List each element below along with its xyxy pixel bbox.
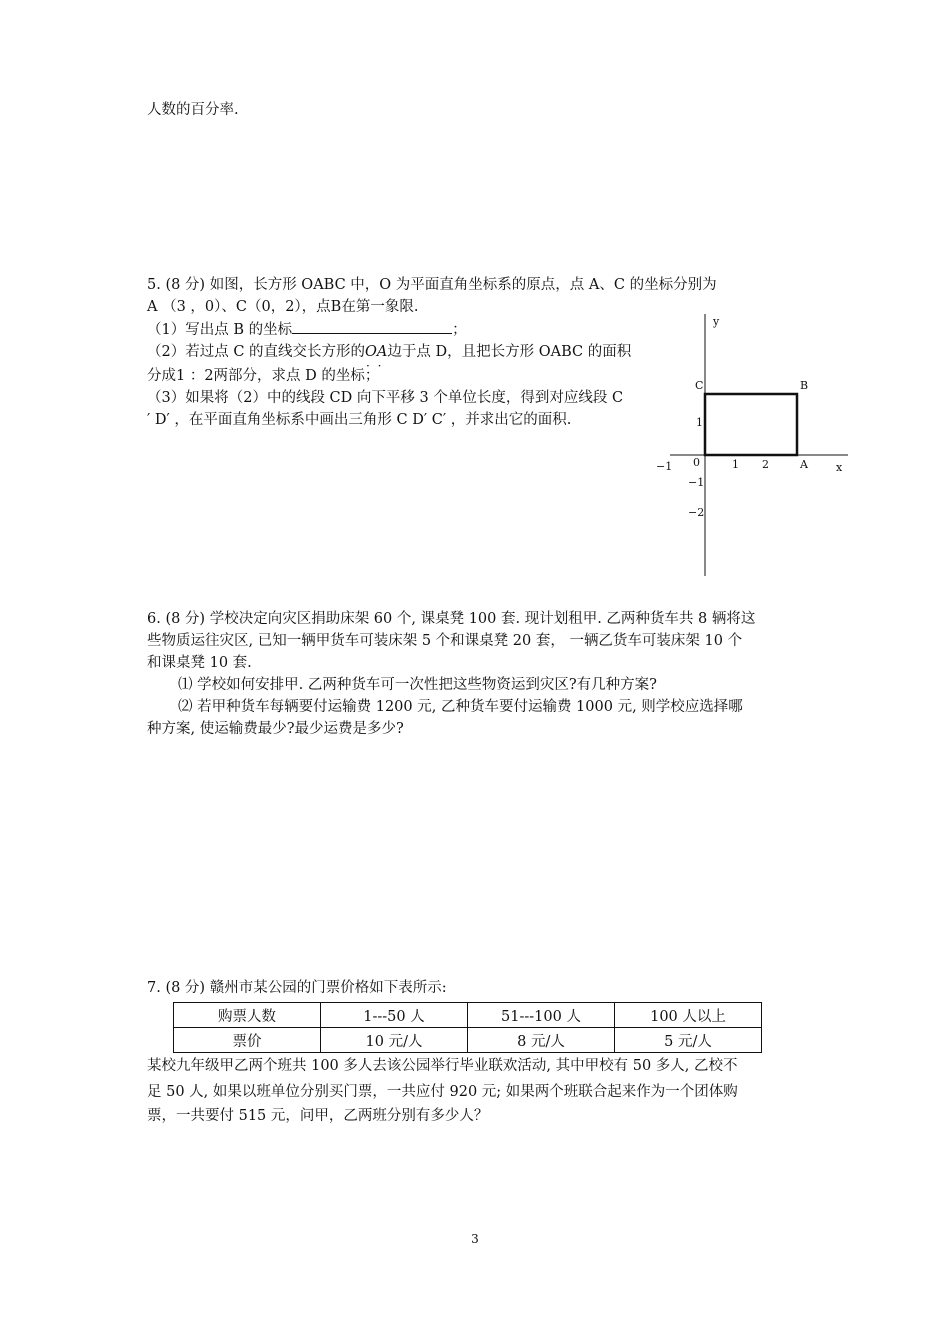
q7-text3: 票，一共要付 515 元，问甲，乙两班分别有多少人？ bbox=[147, 1108, 489, 1124]
q7-text1: 某校九年级甲乙两个班共 100 多人去该公园举行毕业联欢活动, 其中甲校有 50 多人, 乙校不 bbox=[147, 1058, 738, 1074]
q5-part2-text-a: （2）若过点 C 的直线交长方形的 bbox=[147, 344, 366, 360]
q6-part2-line1: ⑵ 若甲种货车每辆要付运输费 1200 元, 乙种货车要付运输费 1000 元, 则学校应选择哪 bbox=[178, 699, 743, 715]
table-cell: 5 元/人 bbox=[615, 1028, 762, 1053]
table-row bbox=[174, 1028, 762, 1053]
origin-label: 0 bbox=[693, 456, 700, 469]
ticket-price-table bbox=[173, 1002, 762, 1053]
table-cell: 10 元/人 bbox=[321, 1028, 468, 1053]
q7-text2: 足 50 人, 如果以班单位分别买门票，一共应付 920 元; 如果两个班联合起来作为一个团体购 bbox=[147, 1084, 738, 1100]
table-cell: 8 元/人 bbox=[468, 1028, 615, 1053]
q5-part2-text-b: 边于点 D，且把长方形 OABC 的面积 bbox=[387, 344, 632, 360]
table-cell: 100 人以上 bbox=[615, 1003, 762, 1028]
x-tick-1: 1 bbox=[732, 458, 739, 471]
q6-part2-line2: 种方案, 使运输费最少?最少运费是多少? bbox=[147, 721, 404, 737]
table-cell: 1---50 人 bbox=[321, 1003, 468, 1028]
q6-line2: 些物质运往灾区, 已知一辆甲货车可装床架 5 个和课桌凳 20 套， 一辆乙货车可装床架 10 个 bbox=[147, 633, 743, 649]
y-tick-1: 1 bbox=[696, 416, 703, 429]
q5-part2-line2: 分成1 ：2两部分，求点 D 的坐标； bbox=[147, 368, 380, 384]
answer-blank bbox=[292, 319, 452, 334]
x-axis-label: x bbox=[836, 461, 843, 474]
table-cell: 票价 bbox=[174, 1028, 321, 1053]
point-b-label: B bbox=[800, 379, 809, 392]
q6-line1: 6. (8 分) 学校决定向灾区捐助床架 60 个, 课桌凳 100 套. 现计划租甲. 乙两种货车共 8 辆将这 bbox=[147, 611, 756, 627]
q5-line1: 5. (8 分) 如图，长方形 OABC 中，O 为平面直角坐标系的原点，点 A、C 的坐标分别为 bbox=[147, 277, 717, 293]
q5-part2-oa: OA · · bbox=[365, 344, 387, 360]
q5-part3-line1: （3）如果将（2）中的线段 CD 向下平移 3 个单位长度，得到对应线段 C bbox=[147, 390, 624, 406]
q5-part1 bbox=[147, 319, 467, 340]
x-tick-2: 2 bbox=[762, 458, 769, 471]
q6-part1: ⑴ 学校如何安排甲. 乙两种货车可一次性把这些物资运到灾区?有几种方案? bbox=[178, 677, 657, 693]
q6-line3: 和课桌凳 10 套. bbox=[147, 655, 252, 671]
table-cell: 购票人数 bbox=[174, 1003, 321, 1028]
x-tick-neg1: −1 bbox=[656, 460, 673, 473]
table-row bbox=[174, 1003, 762, 1028]
intro-line: 人数的百分率. bbox=[147, 102, 239, 118]
y-tick-neg2: −2 bbox=[688, 506, 705, 519]
q5-line2: A （3 ，0）、C（0，2），点B在第一象限. bbox=[147, 299, 419, 315]
rectangle-oabc bbox=[705, 394, 797, 455]
table-cell: 51---100 人 bbox=[468, 1003, 615, 1028]
q5-part2-line1 bbox=[147, 342, 631, 362]
coordinate-graph bbox=[650, 308, 860, 580]
y-axis-label: y bbox=[713, 315, 720, 328]
y-tick-neg1: −1 bbox=[688, 476, 705, 489]
q5-part1-prefix: （1）写出点 B 的坐标 bbox=[147, 322, 293, 338]
point-a-label: A bbox=[800, 458, 808, 471]
q5-part3-line2: ′ D′ ，在平面直角坐标系中画出三角形 C D′ C′ ，并求出它的面积. bbox=[147, 412, 572, 428]
q5-part1-suffix: ； bbox=[452, 322, 467, 338]
page-number: 3 bbox=[471, 1232, 479, 1246]
q7-line1: 7. (8 分) 赣州市某公园的门票价格如下表所示: bbox=[147, 980, 447, 996]
point-c-label: C bbox=[695, 379, 704, 392]
